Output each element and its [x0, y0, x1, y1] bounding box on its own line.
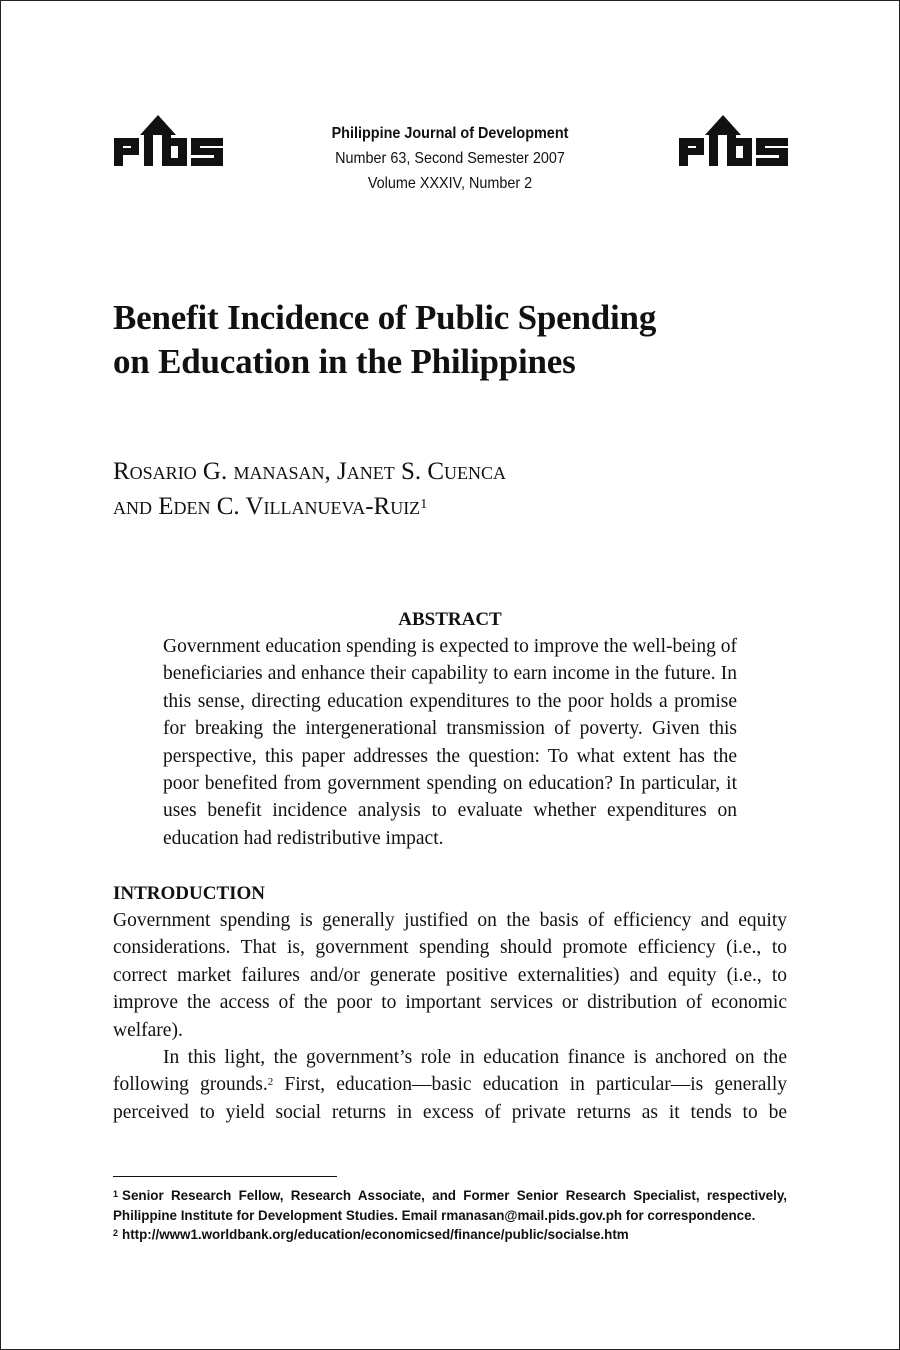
- footnote-1: [113, 1186, 787, 1225]
- footnote-1-text: Senior Research Fellow, Research Associate, and Former Senior Research Specialist, respectively, Philippine Institute for Development Studies. Email rmanasan@mail.pids.gov.ph for correspondence.: [113, 1188, 787, 1223]
- abstract-text: Government education spending is expected to improve the well-being of beneficiaries and enhance their capability to earn income in the future. In this sense, directing education expenditures to the poor holds a promise for breaking the intergenerational transmission of poverty. Given this perspective, this paper addresses the question: To what extent has the poor benefited from government spending on education? In particular, it uses benefit incidence analysis to evaluate whether expenditures on education had redistributive impact.: [163, 636, 737, 849]
- introduction-body: [113, 907, 787, 1126]
- journal-volume: Volume XXXIV, Number 2: [367, 175, 533, 192]
- journal-masthead: [297, 121, 603, 196]
- intro-paragraph-2-end: First, education—basic education in particular—is generally perceived to yield social returns in excess of private returns as it tends to be: [113, 1074, 787, 1123]
- intro-paragraph-2-start: In this light, the government’s role in education finance is anchored on the following grounds.: [113, 1047, 787, 1096]
- pids-logo-icon: [113, 114, 225, 170]
- intro-paragraph-2: [113, 1044, 787, 1126]
- paper-title: [113, 296, 813, 384]
- pids-logo-right: [678, 114, 790, 170]
- title-line-1: Benefit Incidence of Public Spending: [113, 298, 657, 337]
- pids-logo-icon: [678, 114, 790, 170]
- authors-line-2: and Eden C. Villanueva-Ruiz: [113, 493, 421, 520]
- abstract-heading: ABSTRACT: [398, 609, 502, 630]
- author-list: [113, 454, 813, 524]
- journal-name: Philippine Journal of Development: [331, 125, 569, 142]
- pids-logo-left: [113, 114, 225, 170]
- footnote-divider: [113, 1176, 337, 1177]
- footnotes: [113, 1186, 787, 1245]
- footnote-2-mark: 2: [113, 1228, 119, 1238]
- authors-line-1: Rosario G. manasan, Janet S. Cuenca: [113, 458, 507, 485]
- footnote-1-mark: 1: [113, 1189, 119, 1199]
- footnote-ref-2: 2: [267, 1076, 274, 1089]
- intro-paragraph-1: Government spending is generally justified on the basis of efficiency and equity considerations. That is, government spending should promote efficiency (i.e., to correct market failures and/or generate positive externalities) and equity (i.e., to improve the access of the poor to important services or distribution of economic welfare).: [113, 910, 787, 1041]
- introduction-heading: INTRODUCTION: [113, 883, 266, 904]
- title-line-2: on Education in the Philippines: [113, 342, 576, 381]
- footnote-2-url[interactable]: http://www1.worldbank.org/education/economicsed/finance/public/socialse.htm: [122, 1227, 629, 1242]
- footnote-2: [113, 1225, 787, 1245]
- journal-issue: Number 63, Second Semester 2007: [335, 150, 565, 167]
- author-footnote-mark: 1: [420, 497, 428, 512]
